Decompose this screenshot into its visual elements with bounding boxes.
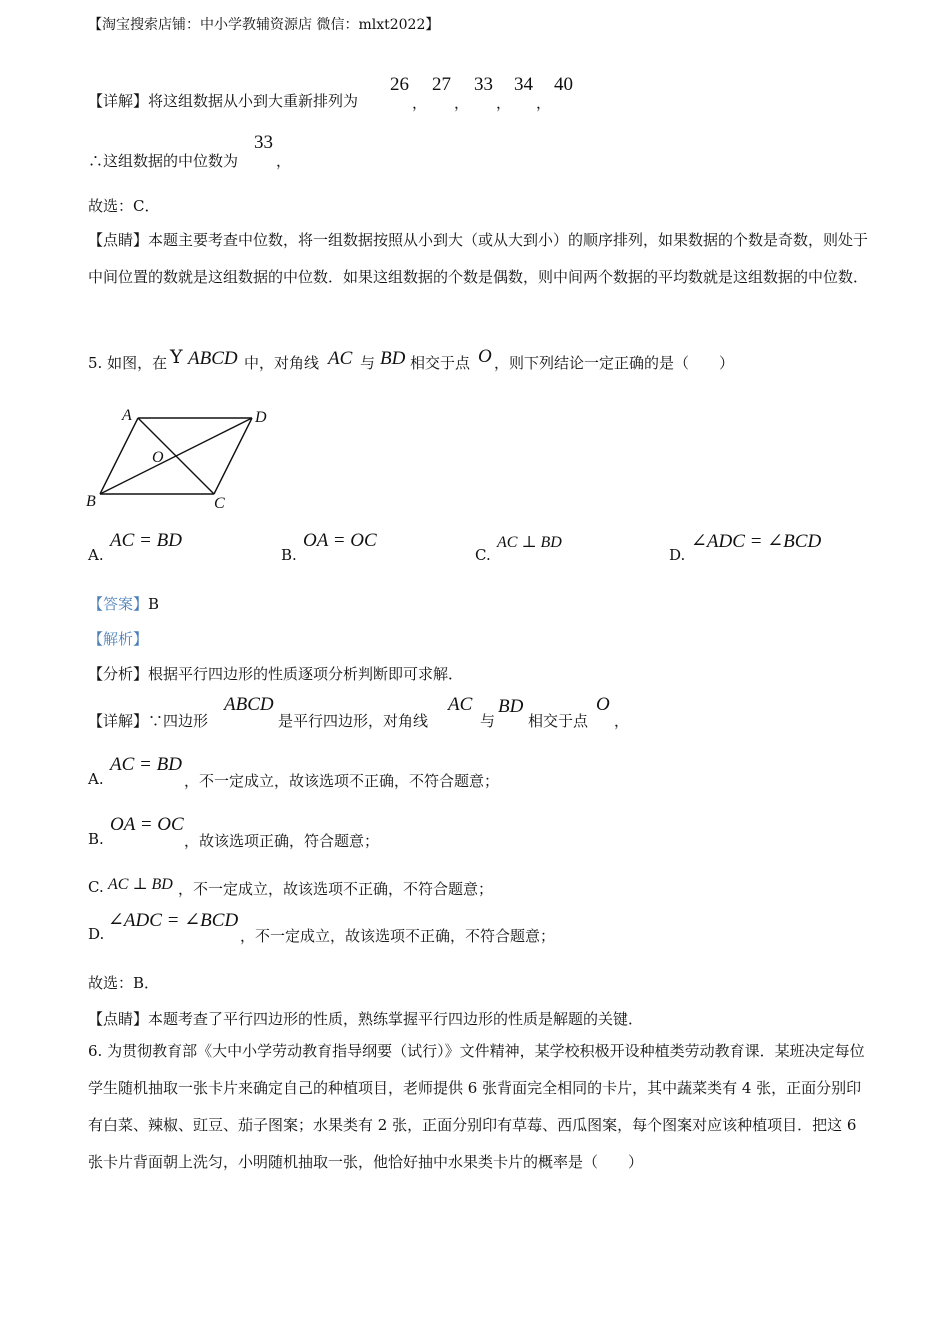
detail-text: ，不一定成立，故该选项不正确，不符合题意；	[184, 772, 500, 790]
q4-comma: ，	[536, 94, 552, 112]
q5-detail-d	[88, 907, 788, 947]
q5-option-b	[281, 528, 471, 568]
detail-letter: C.	[88, 878, 104, 896]
q5-analysis-tag: 【解析】	[88, 630, 149, 648]
detail-letter: D.	[88, 925, 105, 943]
q5-detail-mid3: 相交于点	[528, 712, 589, 730]
option-letter: B.	[281, 546, 297, 564]
answer-tag: 【答案】	[88, 595, 149, 613]
detail-text: ，故该选项正确，符合题意；	[184, 832, 380, 850]
q5-detail-c	[88, 870, 788, 900]
option-expr: AC = BD	[110, 530, 182, 551]
q5-stem-mid1: 中，对角线	[244, 354, 320, 372]
detail-expr: OA = OC	[110, 814, 184, 835]
detail-expr: AC = BD	[110, 754, 182, 775]
parallelogram-symbol: Y	[170, 346, 183, 368]
q4-sorted-value: 33	[474, 74, 493, 95]
option-letter: A.	[88, 546, 104, 564]
option-letter: D.	[669, 546, 686, 564]
q5-detail-line	[88, 692, 788, 732]
q4-median-prefix: ∴这组数据的中位数为	[88, 152, 239, 170]
detail-text: ，不一定成立，故该选项不正确，不符合题意；	[240, 927, 556, 945]
q5-detail-o: O	[596, 694, 610, 715]
option-expr: ∠ADC = ∠BCD	[691, 531, 822, 552]
q4-choice: 故选：C．	[88, 197, 160, 215]
page-header: 【淘宝搜索店铺：中小学教辅资源店 微信：mlxt2022】	[88, 17, 440, 33]
q4-comma: ，	[412, 94, 428, 112]
q5-detail-a	[88, 752, 788, 792]
option-expr: OA = OC	[303, 530, 377, 551]
q5-detail-end: ，	[614, 712, 630, 730]
parallelogram-figure	[82, 400, 282, 518]
detail-letter: A.	[88, 770, 104, 788]
label-c: C	[214, 495, 225, 512]
q5-detail-bd: BD	[498, 696, 524, 717]
q5-detail-b	[88, 812, 788, 852]
q5-option-d	[669, 528, 869, 568]
q5-bd: BD	[380, 348, 406, 369]
label-d: D	[255, 409, 267, 426]
q5-o: O	[478, 346, 492, 367]
option-letter: C.	[475, 546, 491, 564]
q5-abcd: ABCD	[188, 348, 238, 369]
q5-detail-prefix: 【详解】∵四边形	[88, 712, 209, 730]
q4-median-value: 33	[254, 132, 273, 153]
label-a: A	[122, 407, 132, 424]
detail-expr: AC ⊥ BD	[108, 876, 173, 893]
q5-detail-mid1: 是平行四边形，对角线	[278, 712, 429, 730]
answer-value: B	[148, 595, 160, 613]
q4-detail-prefix: 【详解】将这组数据从小到大重新排列为	[88, 92, 359, 110]
q5-detail-ac: AC	[448, 694, 473, 715]
detail-text: ，不一定成立，故该选项不正确，不符合题意；	[178, 880, 494, 898]
q5-stem	[88, 344, 868, 380]
side-ab	[100, 418, 138, 494]
q4-sorted-value: 26	[390, 74, 409, 95]
q5-detail-abcd: ABCD	[224, 694, 274, 715]
q4-median-line	[88, 132, 488, 172]
q6-stem: 6. 为贯彻教育部《大中小学劳动教育指导纲要（试行）》文件精神，某学校积极开设种植类劳动教育课．某班决定每位学生随机抽取一张卡片来确定自己的种植项目，老师提供 6 张背面完全相同的卡片，其中蔬菜类有 4 张，正面分别印有白菜、辣椒、豇豆、茄子图案；水果类有 2 张，正面分别印有草莓、西瓜图案，每个图案对应该种植项目．把这 6 张卡片背面朝上洗匀，小明随机抽取一张，他恰好抽中水果类卡片的概率是（ ）	[88, 1042, 865, 1171]
q5-analysis: 【分析】根据平行四边形的性质逐项分析判断即可求解．	[88, 665, 464, 683]
option-expr: AC ⊥ BD	[497, 534, 562, 551]
q5-answer	[88, 593, 159, 614]
q5-stem-end: ，则下列结论一定正确的是（ ）	[494, 354, 735, 372]
q5-option-c	[475, 528, 665, 568]
q5-detail-mid2: 与	[480, 712, 496, 730]
q5-ac: AC	[328, 348, 353, 369]
q4-comma: ，	[454, 94, 470, 112]
q5-option-a	[88, 528, 278, 568]
q4-sorted-value: 27	[432, 74, 451, 95]
q4-sorted-value: 40	[554, 74, 573, 95]
q5-stem-num: 5. 如图，在	[88, 354, 168, 372]
diagonal-bd	[100, 418, 252, 494]
label-o: O	[152, 449, 164, 466]
q5-with: 与	[360, 354, 376, 372]
q4-median-suffix: ，	[276, 152, 292, 170]
side-dc	[214, 418, 252, 494]
detail-expr: ∠ADC = ∠BCD	[108, 910, 239, 931]
q4-sorted-value: 34	[514, 74, 533, 95]
q4-detail-line	[88, 72, 688, 112]
q5-choice: 故选：B．	[88, 974, 160, 992]
q5-comment: 【点睛】本题考查了平行四边形的性质，熟练掌握平行四边形的性质是解题的关键．	[88, 1010, 644, 1028]
label-b: B	[86, 493, 96, 510]
q4-comment: 【点睛】本题主要考查中位数，将一组数据按照从小到大（或从大到小）的顺序排列，如果数据的个数是奇数，则处于中间位置的数就是这组数据的中位数．如果这组数据的个数是偶数，则中间两个数据的平均数就是这组数据的中位数．	[88, 231, 869, 286]
q5-stem-mid2: 相交于点	[410, 354, 471, 372]
detail-letter: B.	[88, 830, 104, 848]
q4-comma: ，	[496, 94, 512, 112]
